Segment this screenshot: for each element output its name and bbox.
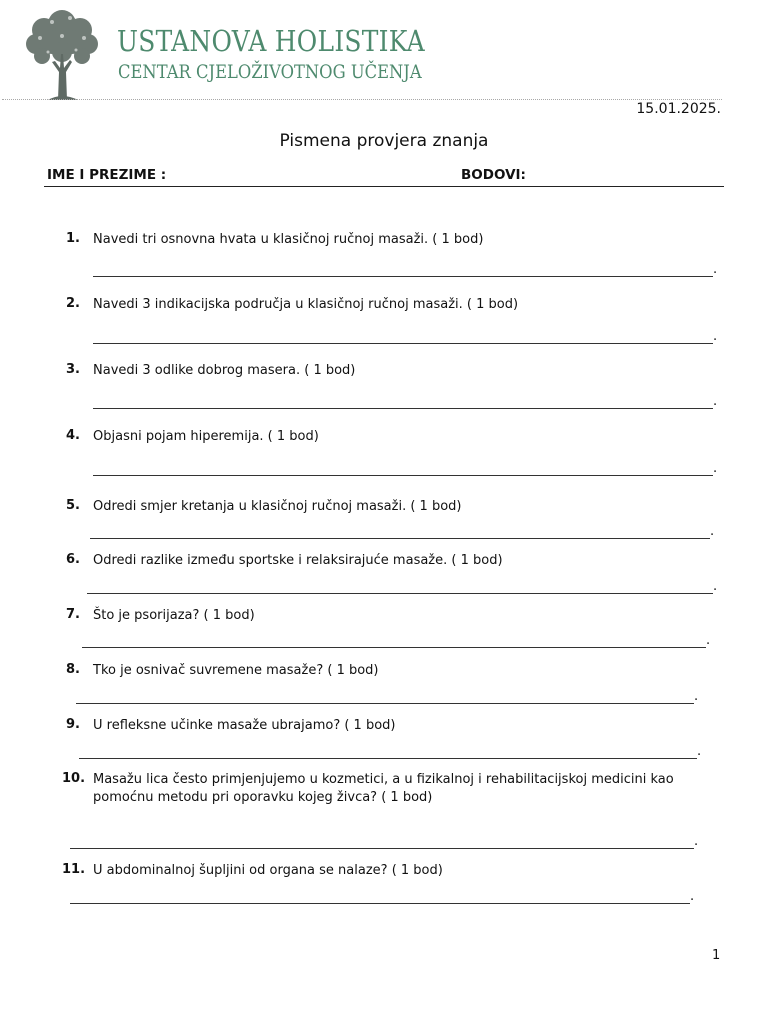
- answer-line[interactable]: [93, 343, 713, 344]
- question-number: 9.: [66, 717, 80, 732]
- question-text: Navedi tri osnovna hvata u klasičnoj ručnoj masaži. ( 1 bod): [93, 232, 484, 247]
- answer-line-end: .: [713, 394, 718, 409]
- answer-line[interactable]: [87, 593, 713, 594]
- question-number: 1.: [66, 231, 80, 246]
- answer-line[interactable]: [93, 475, 713, 476]
- answer-line[interactable]: [90, 538, 710, 539]
- question-number: 7.: [66, 607, 80, 622]
- question-number: 11.: [62, 862, 86, 877]
- answer-line-end: .: [694, 689, 699, 704]
- page-title: Pismena provjera znanja: [279, 131, 489, 151]
- answer-line-end: .: [713, 262, 718, 277]
- question-text: Odredi razlike između sportske i relaksirajuće masaže. ( 1 bod): [93, 553, 503, 568]
- question-number: 2.: [66, 296, 80, 311]
- name-label: IME I PREZIME :: [47, 167, 167, 183]
- answer-line[interactable]: [79, 758, 697, 759]
- question-text: U refleksne učinke masaže ubrajamo? ( 1 bod): [93, 718, 396, 733]
- document-date: 15.01.2025.: [636, 101, 721, 117]
- question-number: 4.: [66, 428, 80, 443]
- page-number: 1: [712, 948, 721, 963]
- answer-line-end: .: [706, 633, 711, 648]
- header-divider: [2, 99, 722, 100]
- question-number: 6.: [66, 552, 80, 567]
- answer-line[interactable]: [70, 903, 690, 904]
- answer-line-end: .: [690, 889, 695, 904]
- question-text: U abdominalnoj šupljini od organa se nalaze? ( 1 bod): [93, 863, 443, 878]
- question-number: 5.: [66, 498, 80, 513]
- answer-line-end: .: [713, 579, 718, 594]
- question-text: Tko je osnivač suvremene masaže? ( 1 bod): [93, 663, 379, 678]
- question-number: 8.: [66, 662, 80, 677]
- tree-icon: [22, 2, 102, 100]
- answer-line-end: .: [694, 834, 699, 849]
- answer-line[interactable]: [82, 647, 706, 648]
- question-number: 10.: [62, 771, 86, 786]
- question-text: Što je psorijaza? ( 1 bod): [93, 608, 255, 623]
- header-rule: [44, 186, 724, 187]
- answer-line-end: .: [710, 524, 715, 539]
- question-number: 3.: [66, 362, 80, 377]
- question-text: Odredi smjer kretanja u klasičnoj ručnoj masaži. ( 1 bod): [93, 499, 462, 514]
- answer-line[interactable]: [93, 408, 713, 409]
- question-text: Navedi 3 odlike dobrog masera. ( 1 bod): [93, 363, 356, 378]
- answer-line[interactable]: [76, 703, 694, 704]
- answer-line-end: .: [697, 744, 702, 759]
- question-text: Objasni pojam hiperemija. ( 1 bod): [93, 429, 319, 444]
- question-text: Navedi 3 indikacijska područja u klasičnoj ručnoj masaži. ( 1 bod): [93, 297, 519, 312]
- question-text: Masažu lica često primjenjujemo u kozmetici, a u fizikalnoj i rehabilitacijskoj medicini kao pomoćnu metodu pri oporavku kojeg živca? ( 1 bod): [93, 772, 674, 805]
- answer-line-end: .: [713, 461, 718, 476]
- answer-line-end: .: [713, 329, 718, 344]
- answer-line[interactable]: [70, 848, 694, 849]
- org-subtitle: CENTAR CJELOŽIVOTNOG UČENJA: [118, 61, 422, 83]
- answer-line[interactable]: [93, 276, 713, 277]
- org-name: USTANOVA HOLISTIKA: [117, 24, 425, 58]
- points-label: BODOVI:: [461, 167, 526, 183]
